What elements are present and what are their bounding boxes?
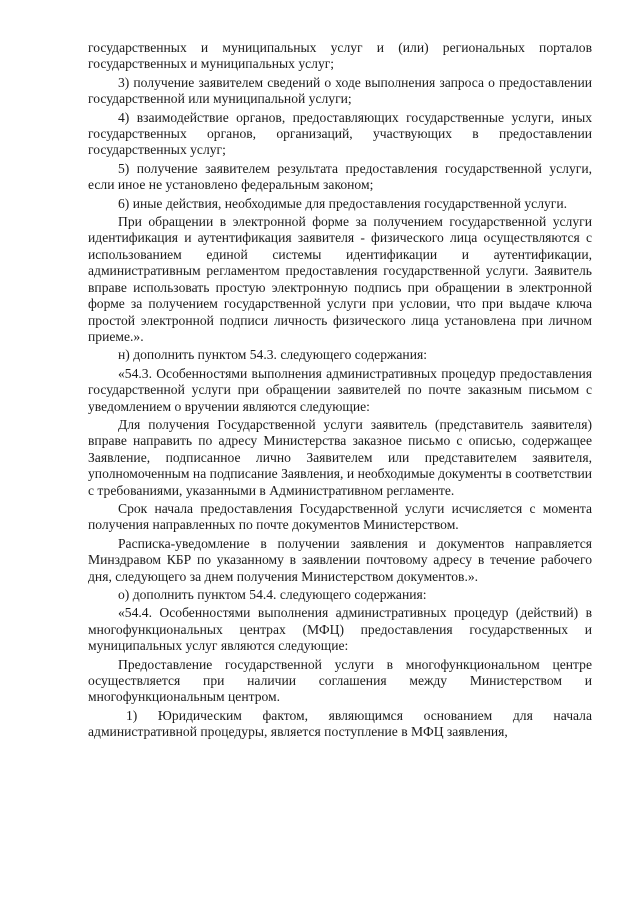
paragraph-receipt-notice: Расписка-уведомление в получении заявления и документов направляется Минздравом КБР по указанному в заявлении почтовому адресу в течение рабочего дня, следующего за днем получения Министерством документов.».	[88, 535, 592, 584]
paragraph-item-3: 3) получение заявителем сведений о ходе выполнения запроса о предоставлении государственной или муниципальной услуги;	[88, 74, 592, 107]
paragraph-electronic-form: При обращении в электронной форме за получением государственной услуги идентификация и аутентификация заявителя - физического лица осуществляются с использованием единой системы идентификации и аутентификации, административным регламентом предоставления государственной услуги. Заявитель вправе использовать простую электронную подпись при обращении в электронной форме за получением государственной услуги при условии, что при выдаче ключа простой электронной подписи личность физического лица установлена при личном приеме.».	[88, 214, 592, 344]
paragraph-mfc-agreement: Предоставление государственной услуги в многофункциональном центре осуществляется при наличии соглашения между Министерством и многофункциональным центром.	[88, 656, 592, 705]
paragraph-legal-fact: 1) Юридическим фактом, являющимся основанием для начала административной процедуры, является поступление в МФЦ заявления,	[88, 707, 592, 740]
paragraph-amend-n: н) дополнить пунктом 54.3. следующего содержания:	[118, 347, 427, 363]
paragraph-item-4: 4) взаимодействие органов, предоставляющих государственные услуги, иных государственных органов, организаций, участвующих в предоставлении государственных услуг;	[88, 109, 592, 158]
paragraph-amend-o: о) дополнить пунктом 54.4. следующего содержания:	[118, 587, 427, 602]
paragraph-item-6: 6) иные действия, необходимые для предоставления государственной услуги.	[118, 195, 568, 211]
paragraph-portals-continuation: государственных и муниципальных услуг и (или) региональных порталов государственных и муниципальных услуг;	[88, 40, 592, 72]
document-page	[88, 40, 592, 741]
paragraph-start-term: Срок начала предоставления Государственной услуги исчисляется с момента получения направленных по почте документов Министерством.	[88, 500, 592, 533]
paragraph-item-5: 5) получение заявителем результата предоставления государственной услуги, если иное не установлено федеральным законом;	[88, 160, 592, 193]
paragraph-registered-letter: Для получения Государственной услуги заявитель (представитель заявителя) вправе направить по адресу Министерства заказное письмо с описью, содержащее Заявление, подписанное лично Заявителем или представителем заявителя, уполномоченным на подписание Заявления, и необходимые документы в соответствии с требованиями, указанными в Административном регламенте.	[88, 416, 592, 498]
paragraph-clause-54-4: «54.4. Особенностями выполнения административных процедур (действий) в многофункциональных центрах (МФЦ) предоставления государственных и муниципальных услуг являются следующие:	[88, 605, 592, 654]
paragraph-clause-54-3: «54.3. Особенностями выполнения административных процедур предоставления государственной услуги при обращении заявителей по почте заказным письмом с уведомлением о вручении являются следующие:	[88, 365, 592, 414]
